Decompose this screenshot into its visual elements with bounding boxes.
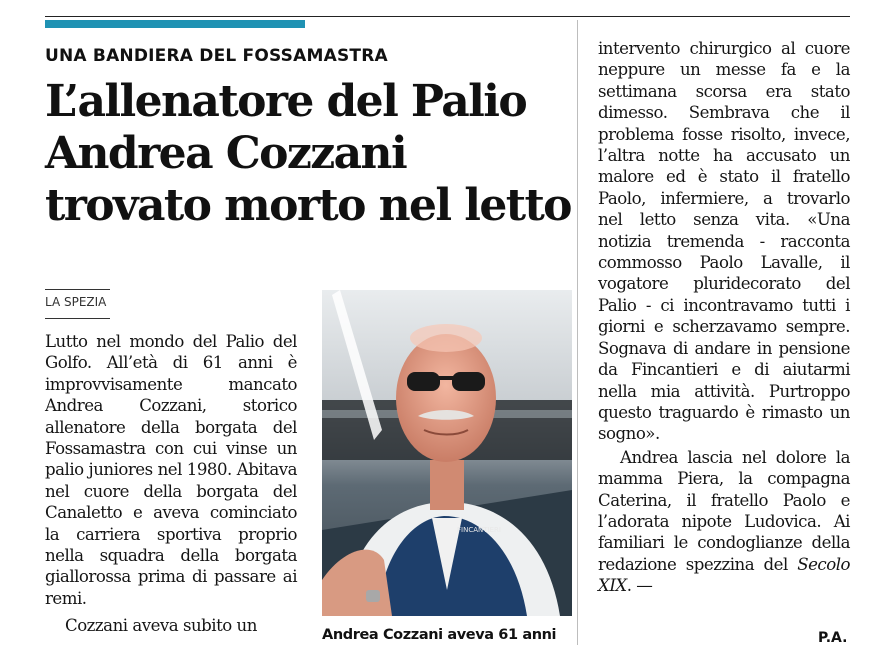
article-column-1	[45, 331, 297, 637]
accent-bar	[45, 20, 305, 28]
headline-line: trovato morto nel letto	[45, 180, 571, 231]
body-paragraph	[598, 447, 850, 597]
svg-text:FINCANTIERI: FINCANTIERI	[457, 526, 501, 534]
headline-line: Andrea Cozzani	[45, 128, 407, 179]
top-rule	[45, 16, 850, 17]
kicker: UNA BANDIERA DEL FOSSAMASTRA	[45, 46, 388, 66]
dateline-rule-bottom	[45, 318, 110, 319]
headline	[45, 76, 585, 232]
photo-caption: Andrea Cozzani aveva 61 anni	[322, 627, 557, 643]
dateline-rule-top	[45, 289, 110, 290]
body-paragraph: Cozzani aveva subito un	[65, 616, 257, 636]
body-paragraph: Lutto nel mondo del Palio del Golfo. All’età di 61 anni è improvvisamente mancato Andrea Cozzani, storico allenatore della borgata del Fossamastra con cui vinse un palio juniores nel 1980. Abitava nel cuore della borgata del Canaletto e aveva cominciato la carriera sportiva proprio nella squadra della borgata giallorossa prima di passare ai remi.	[45, 332, 297, 608]
article-column-3	[598, 38, 850, 597]
author-signature: P.A.	[818, 630, 848, 646]
headline-line: L’allenatore del Palio	[45, 76, 527, 127]
portrait-illustration	[322, 290, 572, 616]
body-paragraph: intervento chirurgico al cuore neppure un messe fa e la settimana scorsa era stato dimesso. Sembrava che il problema fosse risolto, invece, l’altra notte ha accusato un malore ed è stato il fratello Paolo, infermiere, a trovarlo nel letto senza vita. «Una notizia tremenda - racconta commosso Paolo Lavalle, il vogatore pluridecorato del Palio - ci incontravamo tutti i giorni e scherzavamo sempre. Sognava di andare in pensione da Fincantieri e di aiutarmi nella mia attività. Purtroppo questo traguardo è rimasto un sogno».	[598, 39, 850, 444]
portrait-photo	[322, 290, 572, 616]
body-text-end: . —	[626, 576, 653, 596]
body-text: Andrea lascia nel dolore la mamma Piera, la compagna Caterina, il fratello Paolo e l’adorata nipote Ludovica. Ai familiari le condoglianze della redazione spezzina del	[598, 447, 850, 574]
column-divider	[577, 20, 578, 645]
dateline: LA SPEZIA	[45, 295, 107, 309]
newspaper-name: Secolo XIX	[598, 554, 850, 596]
